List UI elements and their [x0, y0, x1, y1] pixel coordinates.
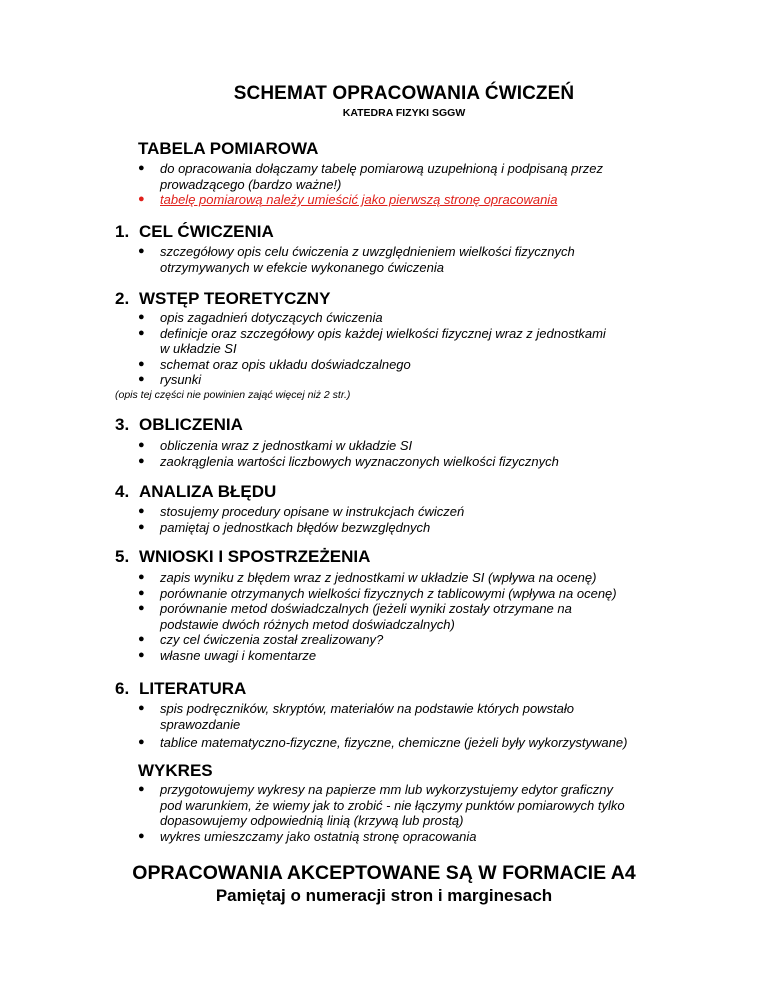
bullet-icon: ● — [138, 311, 145, 323]
list-item: ● zapis wyniku z błędem wraz z jednostkami w układzie SI (wpływa na ocenę) — [138, 570, 597, 585]
bullet-icon: ● — [138, 193, 145, 205]
bullet-icon: ● — [138, 439, 145, 451]
section-wnioski — [0, 547, 768, 663]
list-item: ● własne uwagi i komentarze — [138, 647, 317, 663]
list-item: ● obliczenia wraz z jednostkami w układzie SI — [138, 438, 413, 453]
list-item-continuation: otrzymywanych w efekcie wykonanego ćwiczenia — [160, 259, 444, 275]
list-item: ● tablice matematyczno-fizyczne, fizyczne, chemiczne (jeżeli były wykorzystywane) — [138, 735, 628, 750]
bullet-icon: ● — [138, 357, 145, 370]
bullet-icon: ● — [138, 602, 145, 614]
bullet-icon: ● — [138, 505, 145, 517]
section-obliczenia — [0, 415, 768, 469]
bullet-icon: ● — [138, 736, 145, 748]
section-heading: 4. ANALIZA BŁĘDU — [115, 482, 277, 501]
bullet-icon: ● — [138, 162, 145, 174]
bullet-icon: ● — [138, 633, 145, 645]
section-heading: 5. WNIOSKI I SPOSTRZEŻENIA — [115, 547, 371, 566]
list-item: ● porównanie otrzymanych wielkości fizycznych z tablicowymi (wpływa na ocenę) — [138, 585, 617, 601]
list-item-continuation: pod warunkiem, że wiemy jak to zrobić - nie łączymy punktów pomiarowych tylko — [160, 797, 625, 813]
list-item: ● do opracowania dołączamy tabelę pomiarową uzupełnioną i podpisaną przez — [138, 161, 604, 176]
list-item: ● opis zagadnień dotyczących ćwiczenia — [138, 310, 383, 325]
section-heading: 2. WSTĘP TEORETYCZNY — [115, 289, 331, 308]
list-item: ● przygotowujemy wykresy na papierze mm lub wykorzystujemy edytor graficzny — [138, 782, 613, 797]
bullet-icon: ● — [138, 326, 145, 339]
bullet-icon: ● — [138, 783, 145, 795]
list-item-continuation: prowadzącego (bardzo ważne!) — [160, 176, 342, 192]
section-heading: 1. CEL ĆWICZENIA — [115, 222, 274, 241]
section-cel-cwiczenia — [0, 222, 768, 275]
list-item: ● pamiętaj o jednostkach błędów bezwzględnych — [138, 519, 431, 535]
list-item-continuation: w układzie SI — [160, 341, 237, 356]
footer-reminder: Pamiętaj o numeracji stron i marginesach — [215, 886, 553, 905]
list-item: ● stosujemy procedury opisane w instrukcjach ćwiczeń — [138, 504, 465, 519]
footer-format-notice: OPRACOWANIA AKCEPTOWANE SĄ W FORMACIE A4 — [132, 862, 636, 884]
bullet-icon: ● — [138, 829, 145, 842]
bullet-icon: ● — [138, 520, 145, 533]
list-item: ● porównanie metod doświadczalnych (jeżeli wyniki zostały otrzymane na — [138, 601, 572, 616]
list-item: ● spis podręczników, skryptów, materiałów na podstawie których powstało — [138, 701, 575, 716]
list-item: ● rysunki — [138, 372, 202, 387]
section-analiza-bledu — [0, 482, 768, 535]
list-item: ● czy cel ćwiczenia został zrealizowany? — [138, 632, 384, 647]
section-literatura — [0, 679, 768, 751]
bullet-icon: ● — [138, 571, 145, 583]
list-item: ● zaokrąglenia wartości liczbowych wyznaczonych wielkości fizycznych — [138, 453, 559, 469]
section-heading: WYKRES — [138, 761, 213, 780]
bullet-icon: ● — [138, 648, 145, 661]
list-item: ● szczegółowy opis celu ćwiczenia z uwzględnieniem wielkości fizycznych — [138, 244, 575, 259]
bullet-icon: ● — [138, 702, 145, 714]
section-wykres — [0, 761, 768, 844]
section-heading: TABELA POMIAROWA — [138, 139, 319, 158]
bullet-icon: ● — [138, 586, 145, 599]
bullet-icon: ● — [138, 454, 145, 467]
list-item: ● schemat oraz opis układu doświadczalnego — [138, 356, 411, 372]
section-heading: 3. OBLICZENIA — [115, 415, 243, 434]
bullet-icon: ● — [138, 373, 145, 385]
list-item-continuation: dopasowujemy odpowiednią linią (krzywą lub prostą) — [160, 813, 464, 828]
section-wstep-teoretyczny — [0, 289, 768, 402]
document-title: SCHEMAT OPRACOWANIA ĆWICZEŃ — [233, 83, 575, 104]
section-note: (opis tej części nie powinien zająć więcej niż 2 str.) — [115, 388, 351, 401]
section-heading: 6. LITERATURA — [115, 679, 247, 698]
list-item-continuation: sprawozdanie — [160, 716, 241, 732]
list-item: ● wykres umieszczamy jako ostatnią stronę opracowania — [138, 828, 477, 844]
document-subtitle: KATEDRA FIZYKI SGGW — [342, 107, 466, 119]
list-item-highlighted: ● tabelę pomiarową należy umieścić jako pierwszą stronę opracowania — [138, 192, 558, 207]
list-item-continuation: podstawie dwóch różnych metod doświadczalnych) — [160, 616, 455, 632]
section-tabela-pomiarowa — [0, 139, 768, 208]
bullet-icon: ● — [138, 245, 145, 257]
list-item: ● definicje oraz szczegółowy opis każdej wielkości fizycznej wraz z jednostkami — [138, 325, 606, 341]
